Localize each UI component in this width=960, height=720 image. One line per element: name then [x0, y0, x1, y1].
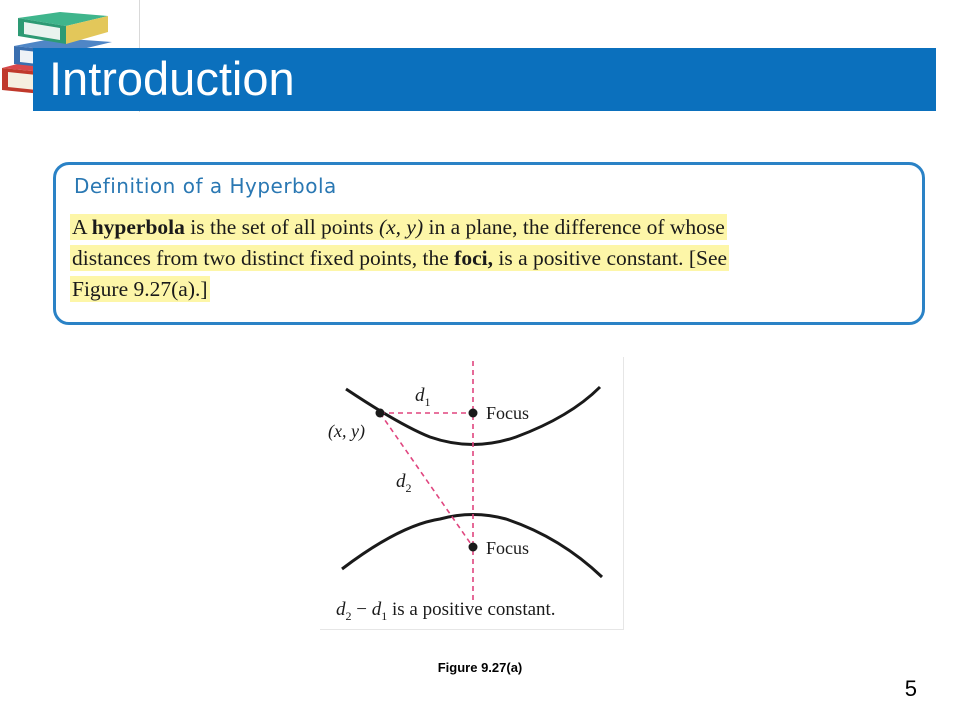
text-run: A — [72, 215, 92, 239]
definition-line-2 — [70, 245, 729, 271]
hyperbola-figure — [320, 357, 624, 630]
label-d1: $d_1$ — [415, 385, 431, 409]
definition-box — [53, 162, 925, 325]
definition-line-1 — [70, 214, 727, 240]
label-d2: $d_2$ — [396, 471, 412, 495]
page-number: 5 — [904, 676, 917, 701]
definition-heading: Definition of a Hyperbola — [74, 174, 337, 198]
label-focus-bottom: Focus — [486, 538, 530, 558]
term-foci: foci, — [454, 246, 493, 270]
hyperbola-diagram — [320, 357, 624, 630]
figure-formula: $d_2 - d_1$ is a positive constant. — [336, 599, 556, 623]
point-notation: (x, y) — [378, 215, 424, 239]
label-point: (x, y) — [328, 421, 365, 441]
text-run: in a plane, the difference of whose — [423, 215, 725, 239]
slide-title: Introduction — [49, 52, 295, 105]
focus-top-point — [469, 409, 478, 418]
text-run: distances from two distinct fixed points, the — [72, 246, 455, 270]
title-bar — [33, 48, 936, 111]
definition-line-3: Figure 9.27(a).] — [72, 277, 208, 301]
point-xy — [376, 409, 385, 418]
definition-text — [70, 212, 860, 305]
label-focus-top: Focus — [486, 403, 530, 423]
focus-bottom-point — [469, 543, 478, 552]
term-hyperbola: hyperbola — [91, 215, 185, 239]
figure-caption: Figure 9.27(a) — [437, 660, 523, 675]
text-run: is the set of all points — [184, 215, 379, 239]
text-run: is a positive constant. [See — [492, 246, 728, 270]
d2-segment — [380, 413, 473, 547]
